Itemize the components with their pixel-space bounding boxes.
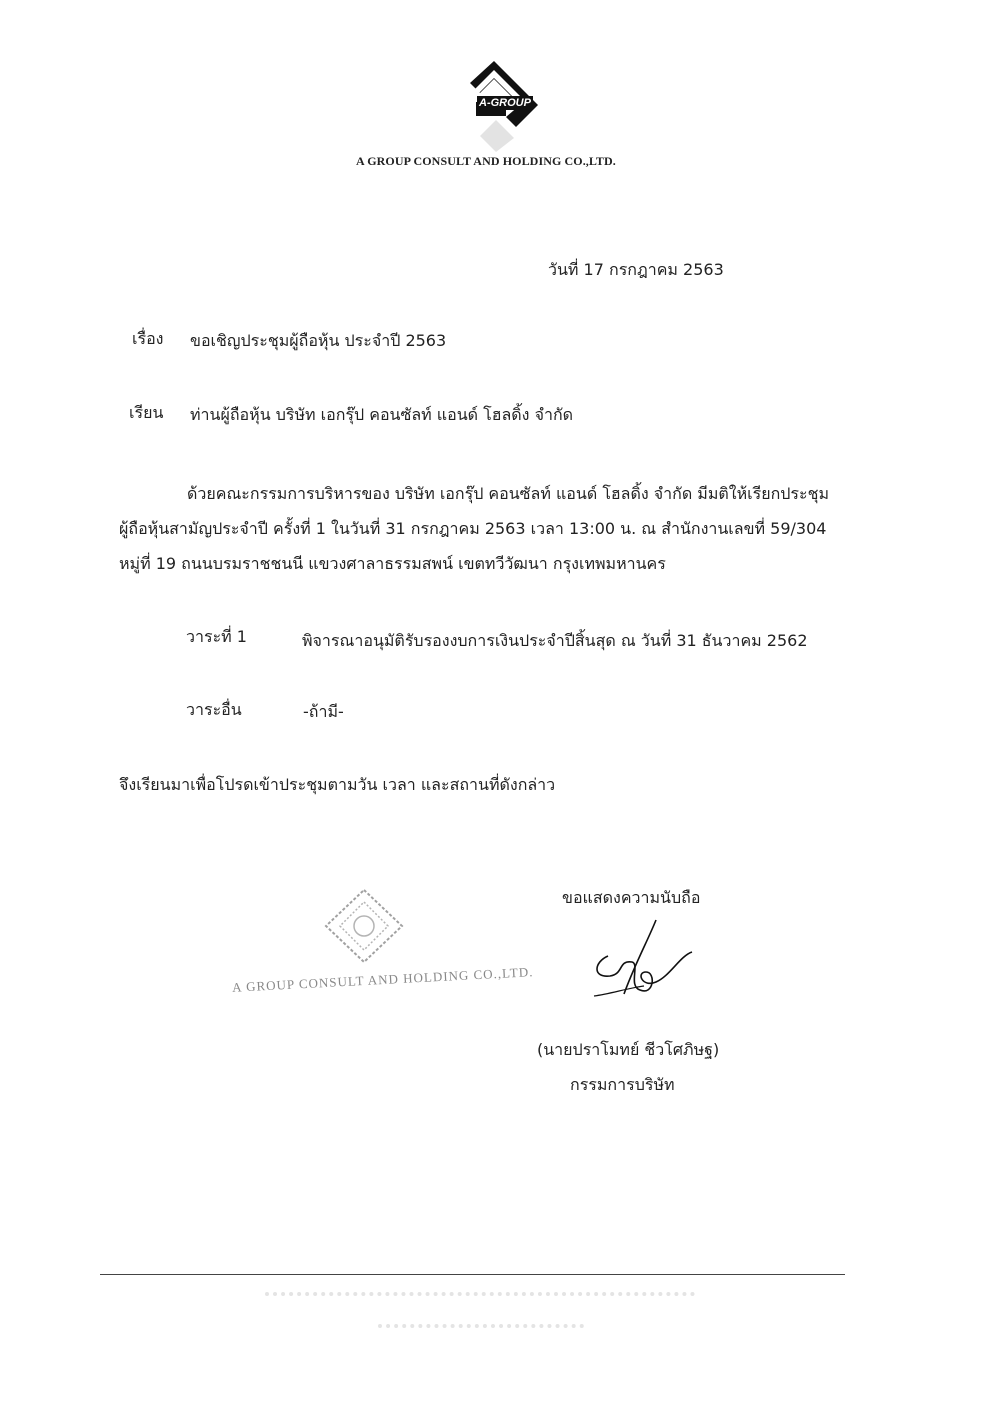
agenda-2-text: -ถ้ามี-: [303, 702, 344, 721]
recipient-text: ท่านผู้ถือหุ้น บริษัท เอกรุ๊ป คอนซัลท์ แอนด์ โฮลดิ้ง จำกัด: [190, 405, 574, 424]
company-name: A GROUP CONSULT AND HOLDING CO.,LTD.: [356, 154, 616, 168]
company-seal-stamp: [322, 886, 406, 966]
subject-text: ขอเชิญประชุมผู้ถือหุ้น ประจำปี 2563: [190, 331, 447, 350]
signature-salutation: ขอแสดงความนับถือ: [562, 888, 701, 907]
agenda-2-label: วาระอื่น: [186, 700, 242, 719]
subject-label: เรื่อง: [132, 329, 164, 348]
footer-faint-text-1: [265, 1292, 695, 1306]
signatory-name: (นายปราโมทย์ ชีวโศภิษฐ): [537, 1040, 720, 1059]
closing-line: จึงเรียนมาเพื่อโปรดเข้าประชุมตามวัน เวลา และสถานที่ดังกล่าว: [119, 775, 556, 794]
letter-date: วันที่ 17 กรกฎาคม 2563: [548, 260, 724, 279]
body-line-2: ผู้ถือหุ้นสามัญประจำปี ครั้งที่ 1 ในวันที่ 31 กรกฎาคม 2563 เวลา 13:00 น. ณ สำนักงานเลขที่ 59/304: [119, 519, 827, 538]
body-line-1: ด้วยคณะกรรมการบริหารของ บริษัท เอกรุ๊ป คอนซัลท์ แอนด์ โฮลดิ้ง จำกัด มีมติให้เรียกประชุม: [187, 484, 830, 503]
stamp-text: A GROUP CONSULT AND HOLDING CO.,LTD.: [231, 964, 534, 995]
footer-divider: [100, 1274, 845, 1275]
agenda-1-text: พิจารณาอนุมัติรับรองงบการเงินประจำปีสิ้นสุด ณ วันที่ 31 ธันวาคม 2562: [302, 631, 808, 650]
signature-scribble: [588, 916, 698, 1006]
logo-text: A-GROUP: [479, 97, 531, 109]
agenda-1-label: วาระที่ 1: [186, 627, 247, 646]
footer-faint-text-2: [378, 1324, 584, 1338]
body-line-3: หมู่ที่ 19 ถนนบรมราชชนนี แขวงศาลาธรรมสพน์ เขตทวีวัฒนา กรุงเทพมหานคร: [119, 554, 666, 573]
seal-diamond-icon: [322, 886, 406, 966]
signatory-title: กรรมการบริษัท: [570, 1075, 675, 1094]
recipient-label: เรียน: [129, 403, 164, 422]
